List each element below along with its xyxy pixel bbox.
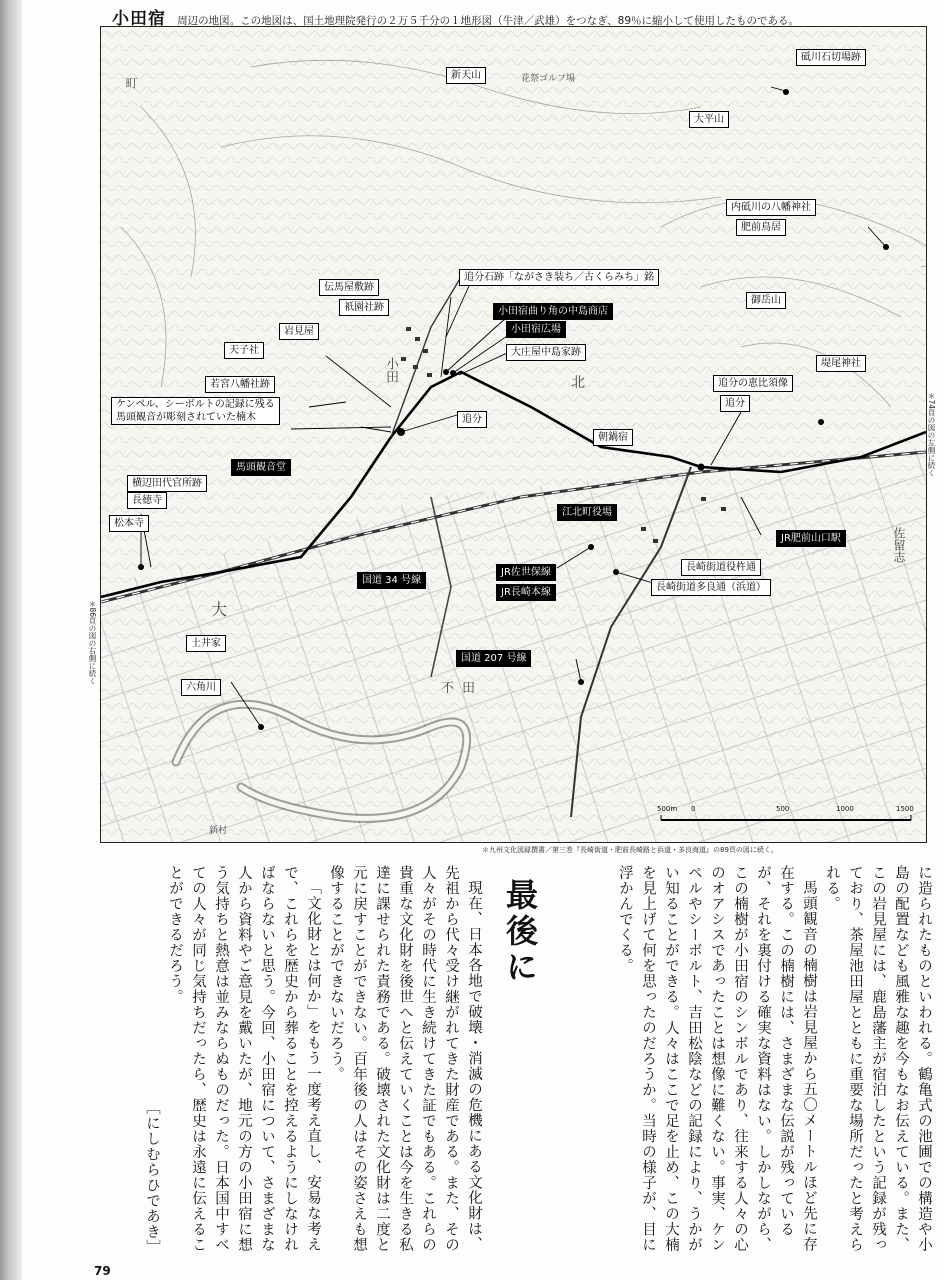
label-jr-sasebo-line: JR佐世保線 [496, 564, 556, 581]
label-chotokuji: 長徳寺 [127, 492, 167, 509]
label-oiwake-ebisu: 追分の恵比須像 [713, 375, 793, 392]
label-oshoya-nakashima: 大庄屋中島家跡 [506, 344, 586, 361]
terrain-sagaku: 佐留志 [892, 527, 906, 563]
label-mitakeyama: 御岳山 [746, 292, 786, 309]
terrain-machi: 町 [124, 77, 138, 89]
label-doiya: 土井家 [186, 635, 226, 652]
scale-0: 0 [691, 805, 696, 813]
terrain-oda: 小田 [383, 357, 398, 383]
label-gion-shrine: 祇園社跡 [339, 299, 389, 316]
label-jr-hizen-yamaguchi: JR肥前山口駅 [776, 530, 846, 547]
header-description: 周辺の地図。この地図は、国土地理院発行の２万５千分の１地形図（牛津／武雄）をつなぎ、89％に縮小して使用したものである。 [177, 15, 800, 26]
label-denma-yashiki: 伝馬屋敷跡 [319, 279, 379, 296]
side-note-right: ＊74頁の図の左側に続く [927, 392, 936, 477]
label-hizen-torii: 肥前鳥居 [736, 219, 786, 236]
label-matsumotoji: 松本寺 [109, 515, 149, 532]
scale-500: 500 [776, 805, 790, 813]
terrain-o: 大 [211, 600, 228, 619]
area-map [100, 26, 927, 843]
label-oda-hiroba: 小田宿広場 [506, 321, 566, 338]
map-credit: ＊九州文化図録撰書／第三巻『長崎街道・肥前長崎路と浜道・多良海道』の89頁の図に続く。 [482, 846, 778, 854]
page-number: 79 [94, 1264, 111, 1278]
label-bato-kannon-do: 馬頭観音堂 [231, 459, 291, 476]
label-rokkakugawa: 六角川 [181, 679, 221, 696]
article-column-left [100, 865, 485, 1255]
label-jr-nagasaki-line: JR長崎本線 [496, 584, 556, 601]
author-signature: ［にしむらひであき］ [144, 1100, 160, 1255]
label-route-207: 国道 207 号線 [456, 650, 531, 667]
terrain-fuda: 不田 [441, 681, 484, 696]
terrain-kita: 北 [571, 375, 585, 391]
side-note-left: ＊86頁の図の右側に続く [88, 600, 97, 685]
label-toishi-quarry: 砥川石切場跡 [796, 49, 866, 66]
terrain-golf: 花祭ゴルフ場 [521, 74, 576, 84]
terrain-shinmura: 新村 [209, 826, 228, 836]
label-oiwake: 追分 [457, 411, 487, 428]
label-tsutsumio-shrine: 堤尾神社 [816, 355, 866, 372]
article-column-right [545, 865, 935, 1255]
label-kaido-tara: 長崎街道多良通（浜道） [651, 579, 771, 596]
paragraph-conclusion-1: 現在、日本各地で破壊・消滅の危機にある文化財は、先祖から代々受け継がれてきた財産である。また、その人々がその時代に生き続けてきた証でもある。これらの貴重な文化財を後世へと伝えていくことは今を生きる私達に課せられた責務である。破壊された文化財は二度と元に戻すことができない。百年後の人はその姿さえも想像することができないだろう。 [328, 865, 482, 1253]
label-asanabe: 朝鍋宿 [593, 429, 633, 446]
label-tenshisha: 天子社 [224, 342, 264, 359]
label-shintenzan: 新天山 [446, 67, 486, 84]
label-nakashima-shoten: 小田宿曲り角の中島商店 [493, 303, 613, 320]
label-kusunoki-tree: ケンペル、シーボルトの記録に残る 馬頭観音が彫刻されていた楠木 [111, 397, 280, 425]
paragraph-kusunoki: 馬頭観音の楠樹は岩見屋から五〇メートルほど先に存在する。この楠樹には、さまざまな伝説が残っているが、それを裏付ける確実な資料はない。しかしながら、この楠樹が小田宿のシンボルであり、往来する人々の心のオアシスであったことは想像に難くない。事実、ケンペルやシーボルト、吉田松陰などの記録により、うかがい知ることができる。人々はここで足を止め、この大楠を見上げて何を思ったのだろうか。当時の様子が、目に浮かんでくる。 [617, 865, 817, 1253]
label-iwamiya: 岩見屋 [279, 323, 319, 340]
label-kohoku-town-hall: 江北町役場 [557, 504, 617, 521]
paragraph-conclusion-2: 「文化財とは何か」をもう一度考え直し、安易な考えで、これらを歴史から葬ることを控えるようにしなければならないと思う。今回、小田宿について、さまざまな人から資料やご意見を戴いたが、地元の方の小田宿に想う気持ちと熱意は並みならぬものだった。日本国中すべての人々が同じ気持ちだったら、歴史は永遠に伝えることができるだろう。 [167, 865, 321, 1253]
label-oiwake-2: 追分 [720, 395, 750, 412]
scale-1000: 1000 [836, 805, 854, 813]
map-drawing [101, 27, 926, 842]
label-wakamiya-hachiman: 若宮八幡社跡 [205, 376, 275, 393]
label-kaido-yakuba: 長崎街道役杵通 [681, 559, 761, 576]
header-title: 小田宿 [112, 9, 166, 26]
scale-500m: 500m [657, 805, 678, 813]
label-oiwake-stone: 追分石跡「ながさき装ち／古くらみち」銘 [459, 269, 659, 286]
paragraph-continuation: に造られたものといわれる。鶴亀式の池圃での構造や小島の配置なども風雅な趣を今もなお伝えている。また、この岩見屋には、鹿島藩主が宿泊したという記録が残っており、茶屋池田屋とともに重要な場所だったと考えられる。 [824, 865, 932, 1253]
label-ohirayama: 大平山 [689, 111, 729, 128]
label-yokobeta-daikansho: 横辺田代官所跡 [127, 475, 207, 492]
label-hachiman-shrine: 内砥川の八幡神社 [726, 199, 816, 216]
label-route-34: 国道 34 号線 [357, 572, 426, 589]
page-header [112, 4, 932, 26]
scale-1500: 1500 [896, 805, 914, 813]
binding-shadow [0, 0, 22, 1280]
section-heading: 最後に [501, 878, 539, 986]
